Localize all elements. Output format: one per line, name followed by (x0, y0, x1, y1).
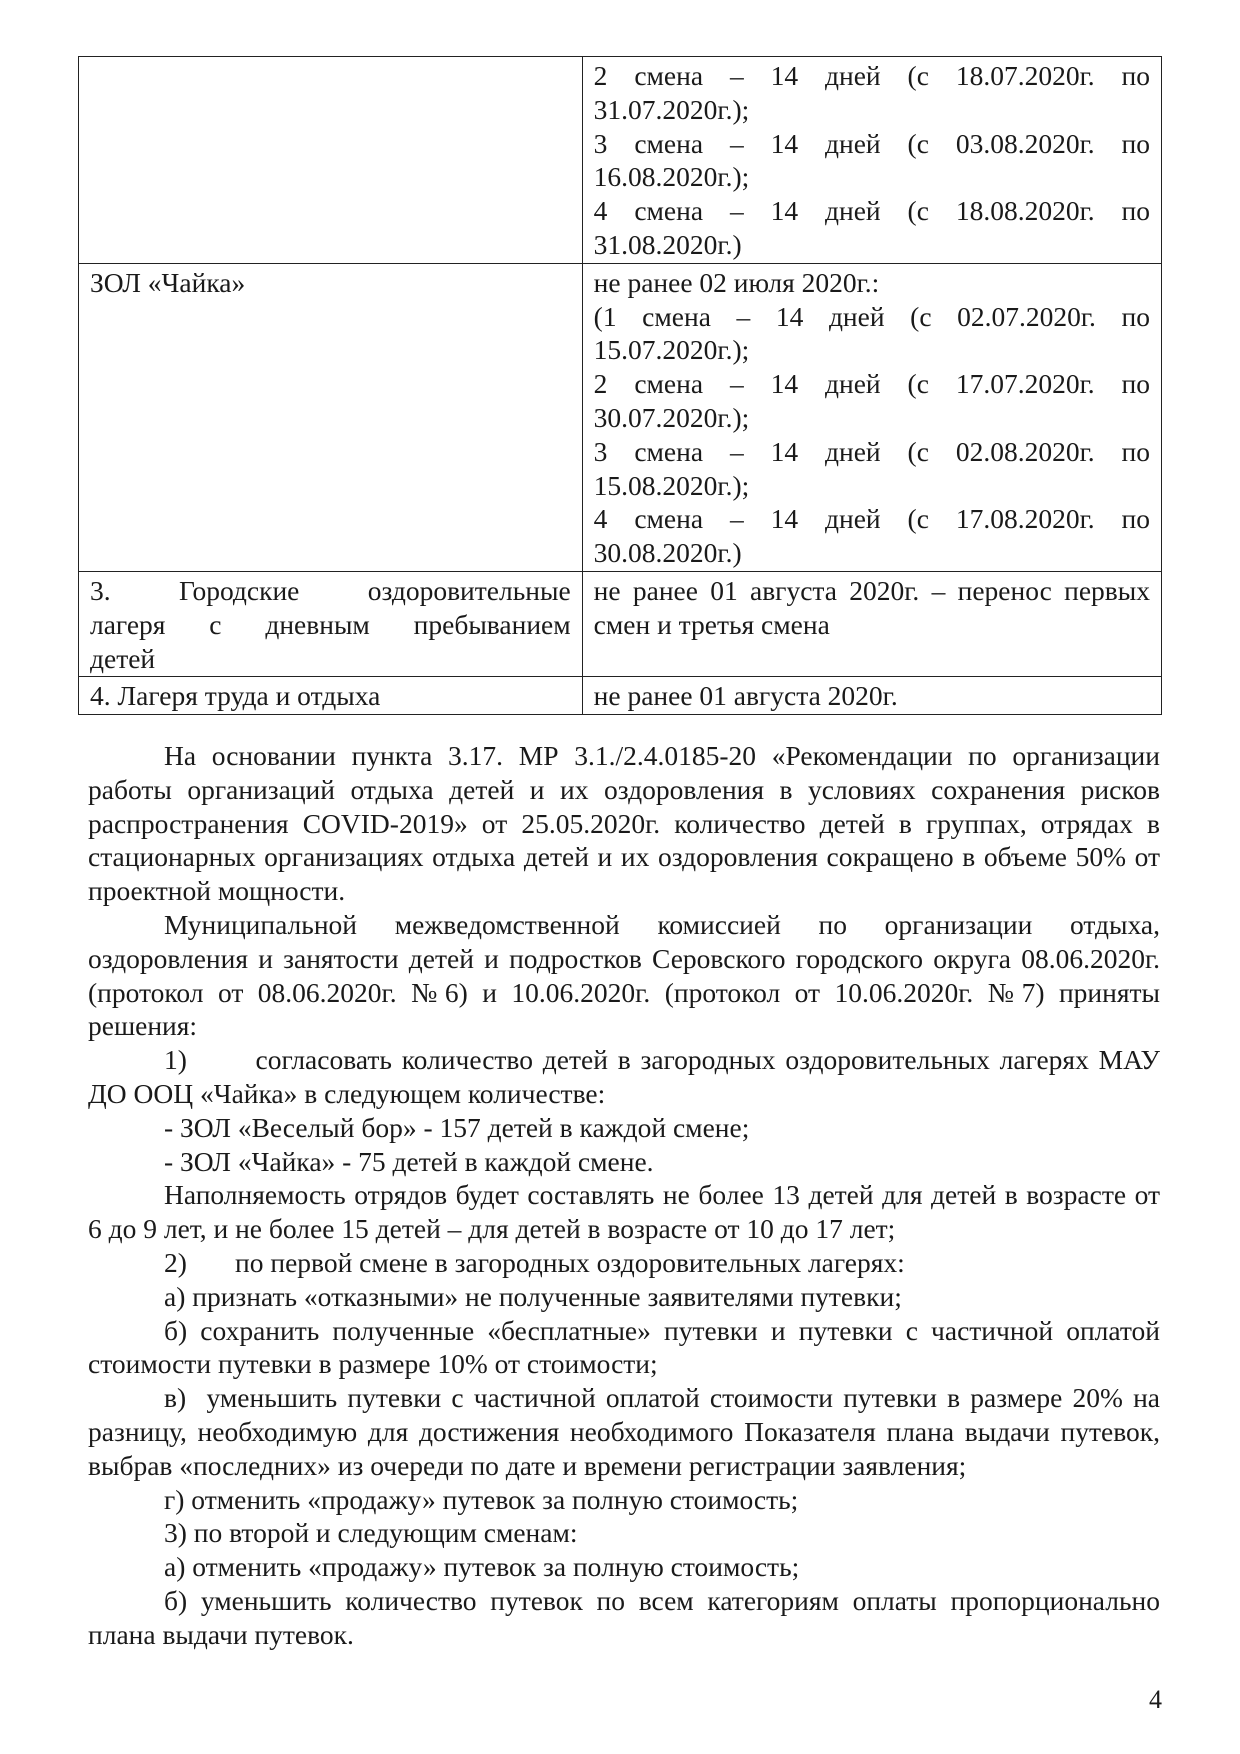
schedule-line: 15.08.2020г.); (593, 469, 750, 501)
paragraph: - ЗОЛ «Чайка» - 75 детей в каждой смене. (164, 1145, 654, 1177)
document-body (88, 739, 1160, 1652)
table-cell-dates (582, 263, 1161, 571)
paragraph: Муниципальной межведомственной комиссией по организации отдыха, оздоровления и занятости детей и подростков Серовского городского округа 08.06.2020г. (протокол от 08.06.2020г. №6) и 10.06.2020г. (протокол от 10.06.2020г. №7) приняты решения: (88, 908, 1160, 1042)
schedule-line: 3 смена – 14 дней (с 03.08.2020г. по (593, 127, 1150, 159)
table-cell-dates: не ранее 01 августа 2020г. (582, 677, 1161, 715)
paragraph: 2) по первой смене в загородных оздоровительных лагерях: (164, 1246, 905, 1278)
paragraph: б) уменьшить количество путевок по всем категориям оплаты пропорционально плана выдачи путевок. (88, 1584, 1160, 1650)
paragraph: На основании пункта 3.17. МР 3.1./2.4.0185-20 «Рекомендации по организации работы организаций отдыха детей и их оздоровления в условиях сохранения рисков распространения COVID-2019» от 25.05.2020г. количество детей в группах, отрядах в стационарных организациях отдыха детей и их оздоровления сокращено в объеме 50% от проектной мощности. (88, 740, 1160, 907)
paragraph: Наполняемость отрядов будет составлять не более 13 детей для детей в возрасте от 6 до 9 лет, и не более 15 детей – для детей в возрасте от 10 до 17 лет; (88, 1179, 1160, 1245)
schedule-line: 3 смена – 14 дней (с 02.08.2020г. по (593, 435, 1150, 467)
table-row (79, 263, 1162, 571)
table-cell-camp (79, 571, 583, 676)
camp-line: 3. Городские оздоровительные (90, 574, 571, 606)
schedule-line: 2 смена – 14 дней (с 18.07.2020г. по (593, 60, 1150, 91)
schedule-line: (1 смена – 14 дней (с 02.07.2020г. по (593, 300, 1150, 332)
table-row (79, 677, 1162, 715)
paragraph: г) отменить «продажу» путевок за полную стоимость; (164, 1483, 799, 1515)
paragraph: - ЗОЛ «Веселый бор» - 157 детей в каждой смене; (164, 1111, 750, 1143)
schedule-line: 31.07.2020г.); (593, 93, 750, 125)
paragraph: 3) по второй и следующим сменам: (164, 1517, 578, 1549)
table-row (79, 57, 1162, 264)
table-cell-dates (582, 571, 1161, 676)
table-cell-camp: ЗОЛ «Чайка» (79, 263, 583, 571)
schedule-line: 2 смена – 14 дней (с 17.07.2020г. по (593, 368, 1150, 400)
schedule-line: 4 смена – 14 дней (с 18.08.2020г. по (593, 195, 1150, 227)
table-row (79, 571, 1162, 676)
paragraph: б) сохранить полученные «бесплатные» путевки и путевки с частичной оплатой стоимости путевки в размере 10% от стоимости; (88, 1314, 1160, 1380)
schedule-line: не ранее 02 июля 2020г.: (593, 266, 880, 298)
schedule-line: 31.08.2020г.) (593, 228, 742, 260)
table-cell-camp: 4. Лагеря труда и отдыха (79, 677, 583, 715)
paragraph: а) признать «отказными» не полученные заявителями путевки; (164, 1280, 902, 1312)
schedule-line: не ранее 01 августа 2020г. – перенос первых (593, 574, 1150, 606)
camp-schedule-table (78, 56, 1162, 715)
schedule-line: 30.07.2020г.); (593, 401, 750, 433)
schedule-line: 16.08.2020г.); (593, 161, 750, 193)
paragraph: а) отменить «продажу» путевок за полную стоимость; (164, 1551, 800, 1583)
camp-line: лагеря с дневным пребыванием (90, 608, 571, 640)
paragraph: в) уменьшить путевки с частичной оплатой стоимости путевки в размере 20% на разницу, необходимую для достижения необходимого Показателя плана выдачи путевок, выбрав «последних» из очереди по дате и времени регистрации заявления; (88, 1382, 1160, 1481)
camp-line: детей (90, 642, 156, 674)
table-cell-dates (582, 57, 1161, 264)
schedule-line: 15.07.2020г.); (593, 334, 750, 366)
paragraph: 1) согласовать количество детей в загородных оздоровительных лагерях МАУ ДО ООЦ «Чайка» в следующем количестве: (88, 1044, 1160, 1109)
schedule-line: 30.08.2020г.) (593, 537, 742, 569)
schedule-line: 4 смена – 14 дней (с 17.08.2020г. по (593, 503, 1150, 535)
table-cell-camp (79, 57, 583, 264)
page-number: 4 (1149, 1685, 1162, 1714)
schedule-line: смен и третья смена (593, 608, 830, 640)
